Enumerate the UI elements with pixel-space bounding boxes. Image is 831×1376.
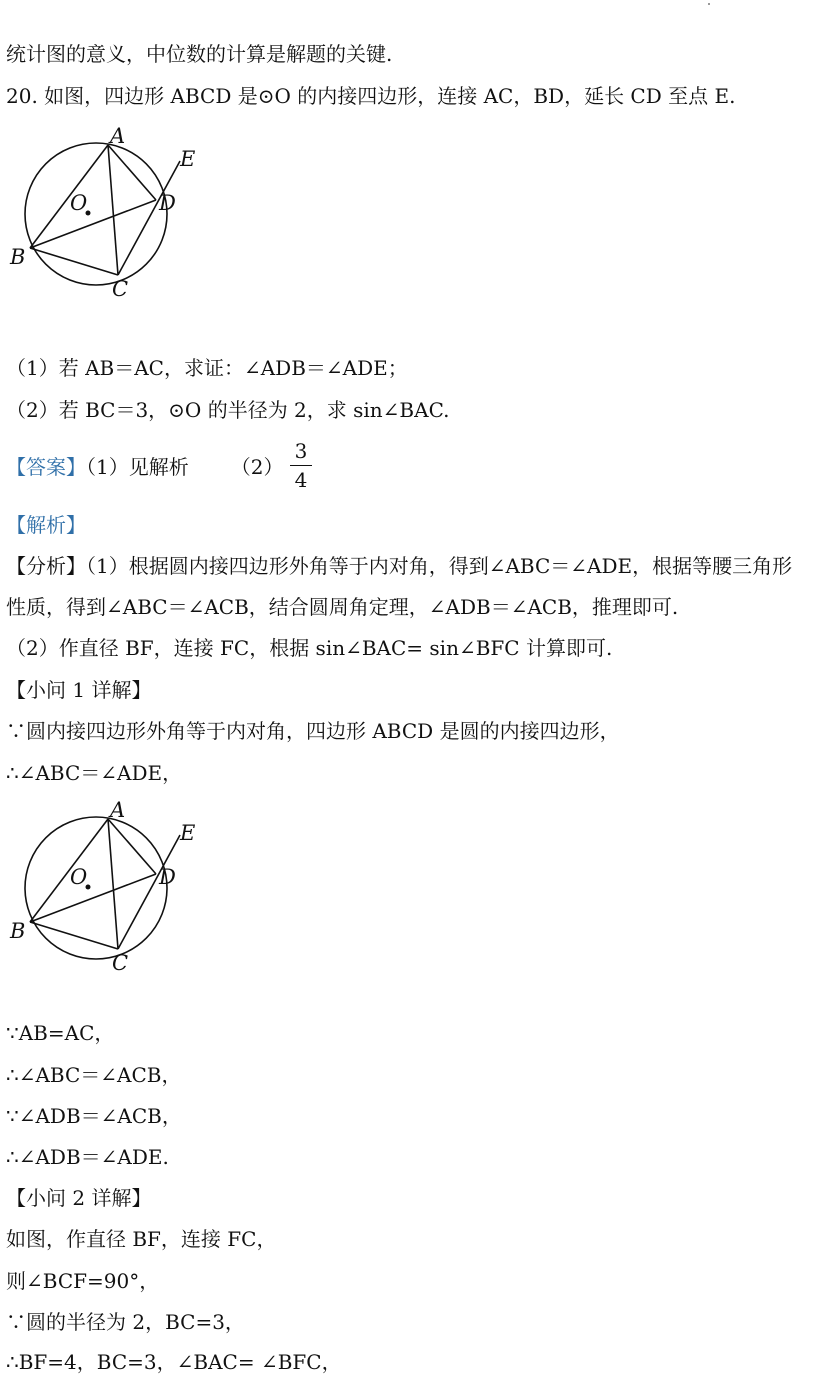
solution-1-line-5: ∵∠ADB＝∠ACB， [6, 1104, 182, 1128]
answer-line [6, 455, 283, 479]
analysis-line-1: 【分析】（1）根据圆内接四边形外角等于内对角，得到∠ABC＝∠ADE，根据等腰三角形 [6, 554, 793, 578]
analysis-line-3: （2）作直径 BF，连接 FC，根据 sin∠BAC= sin∠BFC 计算即可. [6, 636, 613, 660]
stray-dot [708, 3, 710, 5]
label-c-2: C [112, 951, 129, 975]
answer-part2-label: （2） [230, 455, 284, 479]
answer-fraction [290, 440, 312, 491]
subquestion-1-heading: 【小问 1 详解】 [6, 678, 152, 702]
solution-1-line-1: ∵圆内接四边形外角等于内对角，四边形 ABCD 是圆的内接四边形， [6, 719, 620, 743]
label-c: C [112, 277, 129, 301]
answer-tag: 【答案】 [6, 455, 86, 479]
label-b: B [10, 245, 26, 269]
circle-o [25, 143, 167, 285]
fraction-denominator: 4 [294, 468, 308, 492]
figure-circle-quadrilateral-2 [8, 792, 218, 982]
label-d-2: D [159, 865, 176, 889]
label-d: D [159, 191, 176, 215]
label-a-2: A [110, 798, 126, 822]
question-2: （2）若 BC＝3，⊙O 的半径为 2，求 sin∠BAC. [6, 398, 450, 422]
solution-1-line-2: ∴∠ABC＝∠ADE， [6, 761, 183, 785]
subquestion-2-heading: 【小问 2 详解】 [6, 1186, 152, 1210]
problem-statement: 20. 如图，四边形 ABCD 是⊙O 的内接四边形，连接 AC，BD，延长 CD 至点 E. [6, 84, 736, 108]
solution-2-line-3: ∵圆的半径为 2，BC=3， [6, 1310, 245, 1334]
analysis-tag: 【解析】 [6, 513, 86, 537]
label-e: E [180, 147, 196, 171]
solution-2-line-4: ∴BF=4，BC=3，∠BAC= ∠BFC， [6, 1350, 342, 1374]
label-e-2: E [180, 821, 196, 845]
label-o: O [70, 191, 88, 215]
label-o-2: O [70, 865, 88, 889]
solution-2-line-1: 如图，作直径 BF，连接 FC， [6, 1227, 277, 1251]
figure-circle-quadrilateral [8, 118, 218, 308]
label-a: A [110, 124, 126, 148]
answer-part1: （1）见解析 [86, 455, 189, 479]
text-line: 统计图的意义，中位数的计算是解题的关键. [6, 42, 393, 66]
solution-2-line-2: 则∠BCF=90°， [6, 1269, 160, 1293]
question-1: （1）若 AB＝AC，求证：∠ADB＝∠ADE； [6, 356, 408, 380]
solution-1-line-6: ∴∠ADB＝∠ADE. [6, 1145, 169, 1169]
solution-1-line-4: ∴∠ABC＝∠ACB， [6, 1063, 182, 1087]
label-b-2: B [10, 919, 26, 943]
analysis-line-2: 性质，得到∠ABC＝∠ACB，结合圆周角定理，∠ADB＝∠ACB，推理即可. [6, 595, 679, 619]
fraction-numerator: 3 [294, 439, 308, 463]
solution-1-line-3: ∵AB=AC， [6, 1021, 115, 1045]
